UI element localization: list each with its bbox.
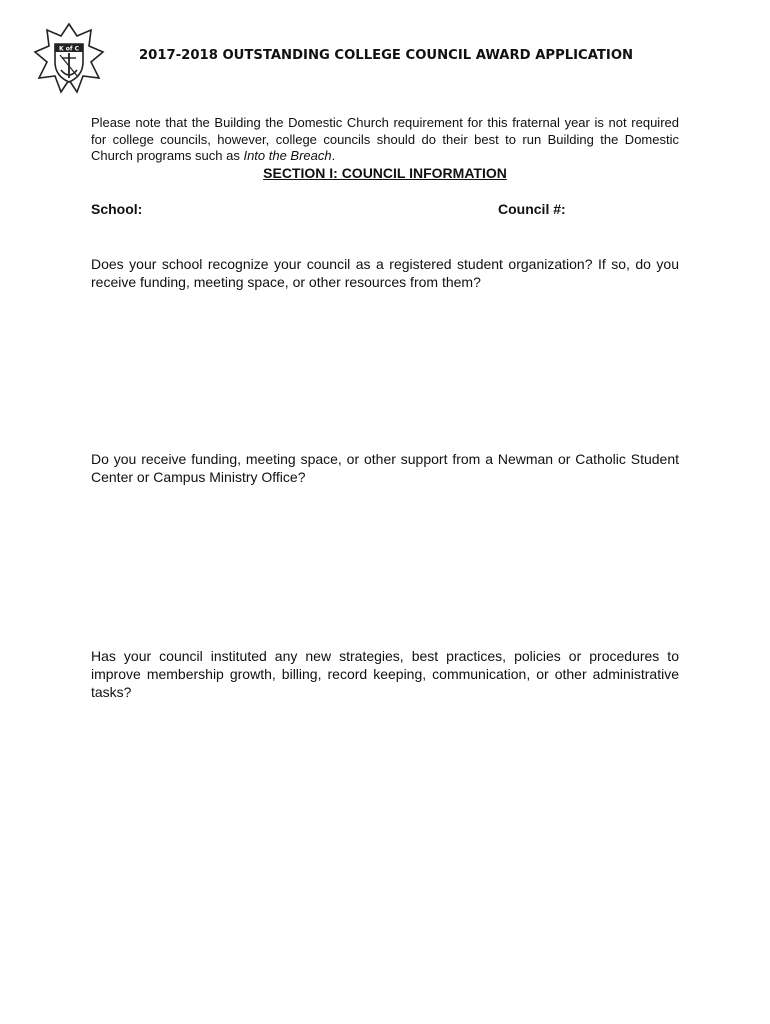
intro-paragraph xyxy=(91,115,679,165)
knights-of-columbus-emblem-icon xyxy=(33,22,105,94)
question-newman-center-support: Do you receive funding, meeting space, or other support from a Newman or Catholic Student Center or Campus Ministry Office? xyxy=(91,451,679,485)
section-heading xyxy=(0,165,770,181)
question-registered-organization: Does your school recognize your council as a registered student organization? If so, do you receive funding, meeting space, or other resources from them? xyxy=(91,256,679,290)
svg-text:K of C: K of C xyxy=(59,45,79,53)
form-title: 2017-2018 OUTSTANDING COLLEGE COUNCIL AWARD APPLICATION xyxy=(139,48,634,63)
section-heading-text: SECTION I: COUNCIL INFORMATION xyxy=(263,165,507,181)
school-field-label: School: xyxy=(91,201,143,217)
intro-text: Please note that the Building the Domestic Church requirement for this fraternal year is not required for college councils, however, college councils should do their best to run Building the Domestic Church programs such as xyxy=(91,115,679,163)
intro-program-name: Into the Breach xyxy=(243,148,332,163)
question-new-strategies: Has your council instituted any new strategies, best practices, policies or procedures to improve membership growth, billing, record keeping, communication, or other administrative tasks? xyxy=(91,648,679,700)
council-number-field-label: Council #: xyxy=(498,201,566,217)
intro-text-end: . xyxy=(331,148,336,163)
